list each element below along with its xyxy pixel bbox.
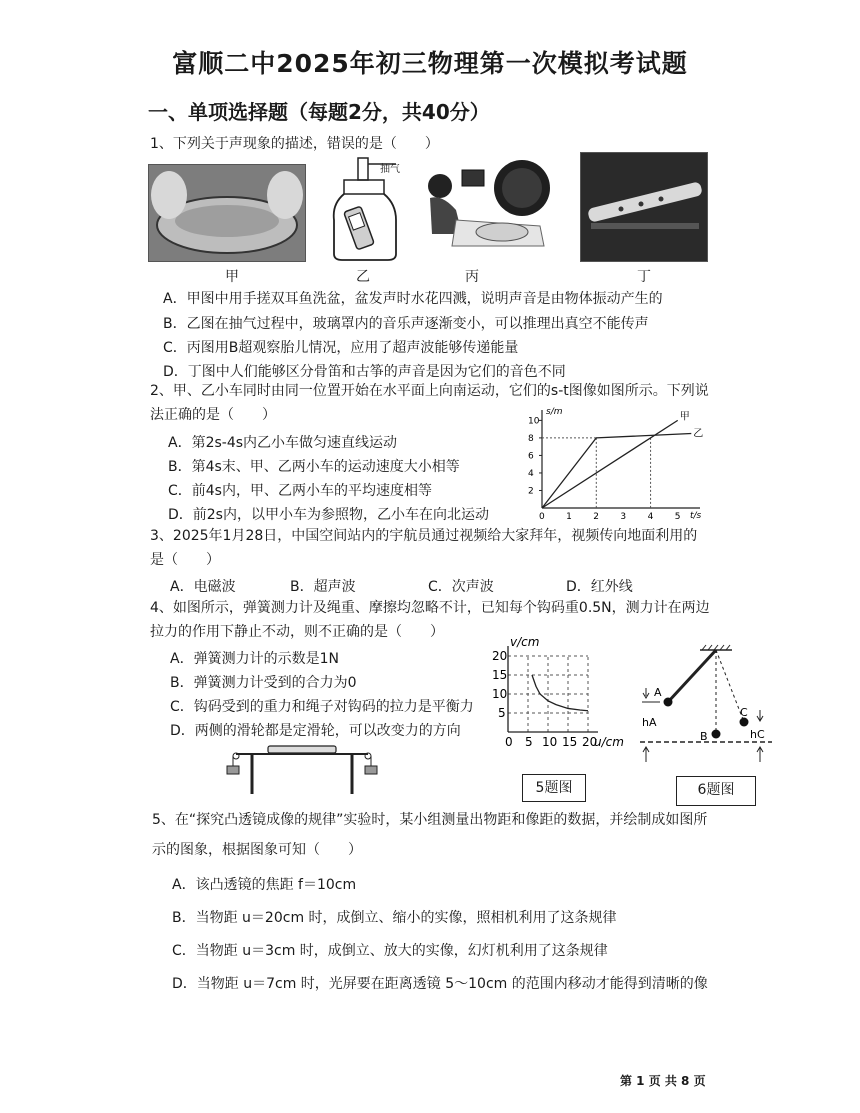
- st-x-tick: 0: [539, 512, 545, 522]
- st-y-tick: 10: [528, 416, 540, 427]
- lv-x-tick: 10: [542, 735, 558, 749]
- spring-scale-figure: [222, 742, 382, 796]
- q1-option-a: A．甲图中用手搓双耳鱼洗盆，盆发声时水花四溅，说明声音是由物体振动产生的: [163, 291, 663, 307]
- page-title: 富顺二中2025年初三物理第一次模拟考试题: [172, 49, 688, 78]
- label-c: C: [740, 706, 748, 719]
- q1-photo-jia: [148, 164, 306, 262]
- st-y-tick: 4: [528, 468, 534, 479]
- label-ha: hA: [642, 716, 657, 729]
- q2-stem-line2: 法正确的是（ ）: [150, 407, 276, 423]
- q2-stem-line1: 2、甲、乙小车同时由同一位置开始在水平面上向南运动，它们的s-t图像如图所示。下列说: [150, 383, 709, 399]
- st-y-tick: 6: [528, 451, 534, 462]
- q5-stem-line1: 5、在“探究凸透镜成像的规律”实验时，某小组测量出物距和像距的数据，并绘制成如图所: [152, 812, 708, 828]
- q1-photo-ding: [580, 152, 708, 262]
- q3-option-c: C．次声波: [428, 579, 494, 595]
- st-x-tick: 1: [566, 512, 572, 522]
- st-x-tick: 3: [620, 512, 627, 522]
- q4-stem-line1: 4、如图所示，弹簧测力计及绳重、摩擦均忽略不计，已知每个钩码重0.5N，测力计在两边: [150, 600, 710, 616]
- pendulum-figure: [638, 644, 778, 774]
- lens-chart: [480, 636, 632, 764]
- q5-option-d: D．当物距 u＝7cm 时，光屏要在距离透镜 5～10cm 的范围内移动才能得到清晰的像: [172, 976, 708, 992]
- q1-caption-jia: 甲: [225, 269, 239, 285]
- lv-y-tick: 10: [492, 687, 508, 701]
- q1-photo-bing: [422, 154, 552, 262]
- q1-stem: 1、下列关于声现象的描述，错误的是（ ）: [150, 136, 439, 152]
- q4-option-d: D．两侧的滑轮都是定滑轮，可以改变力的方向: [170, 723, 461, 739]
- lens-chart-ylabel: v/cm: [510, 636, 540, 649]
- lv-x-tick: 20: [582, 735, 598, 749]
- lv-x-tick: 5: [525, 735, 533, 749]
- lens-chart-axes: [508, 646, 598, 732]
- bell-jar-image: [330, 150, 420, 262]
- st-y-tick: 8: [528, 433, 534, 444]
- q3-option-a: A．电磁波: [170, 579, 236, 595]
- fish-basin-image: [149, 165, 305, 261]
- q4-option-c: C．钩码受到的重力和绳子对钩码的拉力是平衡力: [170, 699, 474, 715]
- lv-y-tick: 15: [492, 668, 508, 682]
- q3-option-b: B．超声波: [290, 579, 356, 595]
- lv-x-tick: 0: [505, 735, 513, 749]
- q2-option-b: B．第4s末、甲、乙两小车的运动速度大小相等: [168, 459, 460, 475]
- page-footer: 第 1 页 共 8 页: [620, 1074, 706, 1088]
- st-chart-xlabel: t/s: [690, 511, 702, 521]
- q4-option-b: B．弹簧测力计受到的合力为0: [170, 675, 357, 691]
- st-series-line: [542, 420, 678, 508]
- st-chart-ylabel: s/m: [546, 407, 563, 417]
- lens-chart-series: [532, 675, 588, 711]
- q2-option-c: C．前4s内，甲、乙两小车的平均速度相等: [168, 483, 432, 499]
- q5-option-c: C．当物距 u＝3cm 时，成倒立、放大的实像，幻灯机利用了这条规律: [172, 943, 608, 959]
- label-b: B: [700, 730, 708, 743]
- st-y-tick: 2: [528, 486, 534, 497]
- q4-option-a: A．弹簧测力计的示数是1N: [170, 651, 339, 667]
- q4-stem-line2: 拉力的作用下静止不动，则不正确的是（ ）: [150, 624, 444, 640]
- lv-series-line: [532, 675, 588, 711]
- q2-option-d: D．前2s内，以甲小车为参照物，乙小车在向北运动: [168, 507, 489, 523]
- q1-option-d: D．丁图中人们能够区分骨笛和古筝的声音是因为它们的音色不同: [163, 364, 566, 380]
- section-heading: 一、单项选择题（每题2分，共40分）: [148, 100, 490, 124]
- q1-option-c: C．丙图用B超观察胎儿情况，应用了超声波能够传递能量: [163, 340, 519, 356]
- st-x-tick: 4: [647, 512, 654, 522]
- lv-x-tick: 15: [562, 735, 578, 749]
- st-series-label: 甲: [679, 411, 690, 423]
- q1-caption-bing: 丙: [465, 269, 479, 285]
- fig6-caption: 6题图: [676, 776, 756, 806]
- q1-caption-yi: 乙: [356, 269, 370, 285]
- q3-option-d: D．红外线: [566, 579, 633, 595]
- lens-chart-grid: [508, 656, 588, 732]
- st-chart-series: [542, 410, 703, 508]
- q1-caption-ding: 丁: [637, 269, 651, 285]
- st-x-tick: 2: [593, 512, 600, 522]
- lv-y-tick: 20: [492, 649, 508, 663]
- lv-y-tick: 5: [498, 706, 506, 720]
- q5-stem-line2: 示的图象，根据图象可知（ ）: [152, 842, 362, 858]
- st-series-label: 乙: [693, 428, 704, 440]
- q3-stem-line1: 3、2025年1月28日，中国空间站内的宇航员通过视频给大家拜年，视频传向地面利用的: [150, 528, 698, 544]
- q2-option-a: A．第2s-4s内乙小车做匀速直线运动: [168, 435, 398, 451]
- ultrasound-image: [422, 154, 552, 262]
- q5-option-a: A．该凸透镜的焦距 f＝10cm: [172, 877, 357, 893]
- q3-stem-line2: 是（ ）: [150, 552, 220, 568]
- q5-option-b: B．当物距 u＝20cm 时，成倒立、缩小的实像，照相机利用了这条规律: [172, 910, 617, 926]
- label-hc: hC: [750, 728, 765, 741]
- st-x-tick: 5: [674, 512, 681, 522]
- bone-flute-image: [581, 153, 707, 261]
- lens-chart-xlabel: u/cm: [594, 735, 624, 749]
- q1-option-b: B．乙图在抽气过程中，玻璃罩内的音乐声逐渐变小，可以推理出真空不能传声: [163, 316, 649, 332]
- st-chart-ticks: [528, 416, 680, 522]
- label-a: A: [654, 686, 662, 699]
- fig5-caption: 5题图: [522, 774, 586, 802]
- st-chart: [526, 406, 706, 524]
- pump-label: 抽气: [380, 164, 400, 175]
- st-series-line: [542, 434, 691, 508]
- q1-photo-yi: [330, 150, 420, 262]
